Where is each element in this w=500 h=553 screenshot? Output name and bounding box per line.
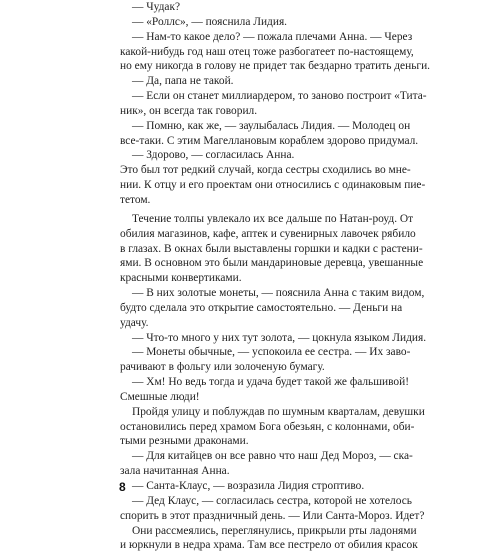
text-line: нии. К отцу и его проектам они относились с одинаковым пие- <box>120 179 426 192</box>
text-line: — Здорово, — согласилась Анна. <box>132 149 295 162</box>
text-line: ник», он всегда так говорил. <box>120 104 258 117</box>
text-line: — Да, папа не такой. <box>132 75 234 88</box>
text-line: тыми резными драконами. <box>120 435 249 448</box>
text-line: — Помню, как же, — заулыбалась Лидия. — Молодец он <box>132 119 411 132</box>
text-line: и юркнули в недра храма. Там все пестрело от обилия красок <box>120 539 418 552</box>
text-line: — «Роллс», — пояснила Лидия. <box>132 15 288 28</box>
text-line: остановились перед храмом Бога обезьян, с колоннами, оби- <box>120 420 415 433</box>
text-line: — Монеты обычные, — успокоила ее сестра. — Их заво- <box>132 346 411 359</box>
page-number: 8 <box>119 480 126 494</box>
text-line: удачу. <box>120 316 149 329</box>
text-line: спорить в этот праздничный день. — Или Санта-Мороз. Идет? <box>120 509 425 522</box>
text-line: Смешные люди! <box>120 390 200 403</box>
text-line: но ему никогда в голову не придет так бездарно тратить деньги. <box>120 60 431 73</box>
text-line: в глазах. В окнах были выставлены горшки и кадки с растени- <box>120 242 423 255</box>
text-line: обилия магазинов, кафе, аптек и сувенирных лавочек рябило <box>120 227 416 240</box>
text-line: рачивают в фольгу или золоченую бумагу. <box>120 361 325 374</box>
body-text <box>120 0 431 553</box>
text-line: — В них золотые монеты, — пояснила Анна с таким видом, <box>132 287 425 300</box>
text-line: Они рассмеялись, переглянулись, прикрыли рты ладонями <box>132 524 417 537</box>
text-line: — Если он станет миллиардером, то заново построит «Тита- <box>132 90 427 103</box>
text-line: зала начитанная Анна. <box>120 465 230 478</box>
text-line: — Дед Клаус, — согласилась сестра, которой не хотелось <box>132 494 412 507</box>
text-line: красными конвертиками. <box>120 272 242 285</box>
text-line: ями. В основном это были мандариновые деревца, увешанные <box>120 257 424 270</box>
text-line: Течение толпы увлекало их все дальше по Натан-роуд. От <box>132 212 414 225</box>
text-line: — Нам-то какое дело? — пожала плечами Анна. — Через <box>132 30 413 43</box>
text-line: какой-нибудь год наш отец тоже разбогатеет по-настоящему, <box>120 45 414 58</box>
text-line: будто сделала это открытие самостоятельно. — Деньги на <box>120 301 403 314</box>
text-line: — Чудак? <box>132 1 181 13</box>
text-line: тетом. <box>120 193 151 206</box>
text-line: — Хм! Но ведь тогда и удача будет такой же фальшивой! <box>132 376 409 389</box>
text-line: — Для китайцев он все равно что наш Дед Мороз, — ска- <box>132 450 413 463</box>
text-line: Пройдя улицу и поблуждав по шумным кварталам, девушки <box>132 405 425 418</box>
text-line: Это был тот редкий случай, когда сестры сходились во мне- <box>120 164 411 177</box>
text-line: — Что-то много у них тут золота, — цокнула языком Лидия. <box>132 331 427 344</box>
text-line: все-таки. С этим Магеллановым кораблем здорово придумал. <box>120 134 419 147</box>
text-line: — Санта-Клаус, — возразила Лидия строптиво. <box>132 480 365 492</box>
